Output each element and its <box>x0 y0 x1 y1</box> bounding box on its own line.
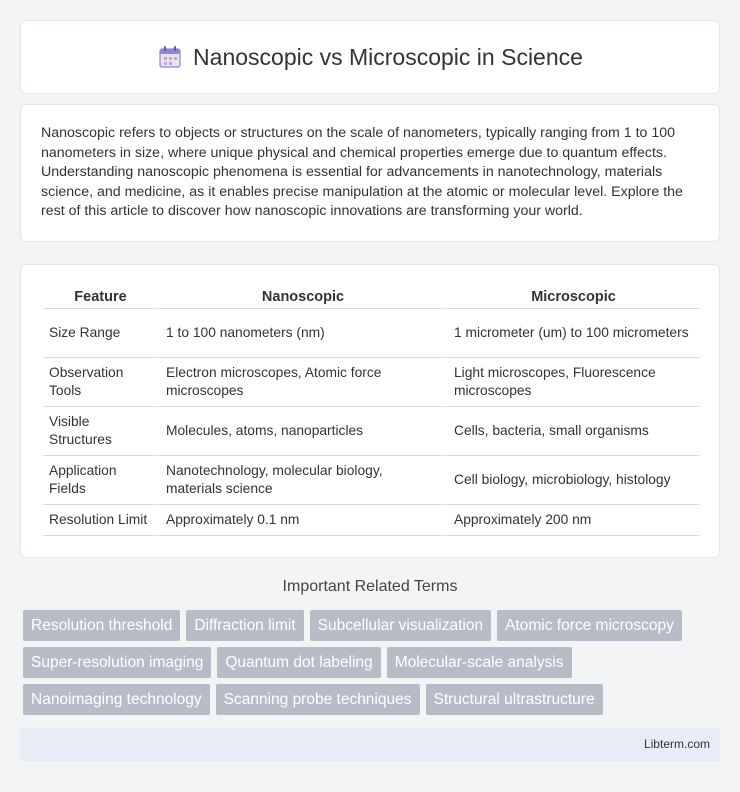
related-term-tag[interactable]: Super-resolution imaging <box>23 647 211 678</box>
tag-row <box>23 684 723 715</box>
table-cell: Approximately 200 nm <box>446 505 699 536</box>
table-cell: 1 micrometer (um) to 100 micrometers <box>446 309 699 358</box>
related-term-tag[interactable]: Nanoimaging technology <box>23 684 210 715</box>
intro-card <box>20 104 720 242</box>
related-term-tag[interactable]: Subcellular visualization <box>310 610 491 641</box>
table-cell: Size Range <box>43 309 158 358</box>
header-card <box>20 20 720 94</box>
table-cell: Light microscopes, Fluorescence microscopes <box>446 358 699 407</box>
table-cell: Cell biology, microbiology, histology <box>446 456 699 505</box>
table-row <box>43 358 699 407</box>
table-cell: Nanotechnology, molecular biology, materials science <box>158 456 446 505</box>
table-cell: Cells, bacteria, small organisms <box>446 407 699 456</box>
related-term-tag[interactable]: Scanning probe techniques <box>216 684 420 715</box>
table-row <box>43 505 699 536</box>
footer-site-link[interactable]: Libterm.com <box>643 737 710 751</box>
table-cell: 1 to 100 nanometers (nm) <box>158 309 446 358</box>
related-terms <box>23 610 723 721</box>
table-cell: Electron microscopes, Atomic force microscopes <box>158 358 446 407</box>
footer <box>20 728 720 761</box>
comparison-table-card <box>20 264 720 558</box>
related-terms-title: Important Related Terms <box>282 578 458 595</box>
page-title: Nanoscopic vs Microscopic in Science <box>193 43 583 70</box>
table-row <box>43 456 699 505</box>
related-term-tag[interactable]: Structural ultrastructure <box>426 684 603 715</box>
table-cell: Visible Structures <box>43 407 158 456</box>
comparison-table <box>43 283 699 536</box>
table-header: Nanoscopic <box>158 283 446 309</box>
table-cell: Resolution Limit <box>43 505 158 536</box>
table-cell: Molecules, atoms, nanoparticles <box>158 407 446 456</box>
related-term-tag[interactable]: Resolution threshold <box>23 610 180 641</box>
table-header: Microscopic <box>446 283 699 309</box>
related-term-tag[interactable]: Molecular-scale analysis <box>387 647 572 678</box>
table-header: Feature <box>43 283 158 309</box>
table-row <box>43 309 699 358</box>
tag-row <box>23 610 723 641</box>
table-cell: Application Fields <box>43 456 158 505</box>
table-cell: Approximately 0.1 nm <box>158 505 446 536</box>
related-term-tag[interactable]: Quantum dot labeling <box>217 647 380 678</box>
table-row <box>43 407 699 456</box>
related-term-tag[interactable]: Atomic force microscopy <box>497 610 682 641</box>
calendar-icon <box>157 44 183 70</box>
intro-text: Nanoscopic refers to objects or structures on the scale of nanometers, typically ranging from 1 to 100 nanometers in size, where unique physical and chemical properties emerge due to quantum effects. Understanding nanoscopic phenomena is essential for advancements in nanotechnology, materials science, and medicine, as it enables precise manipulation at the atomic or molecular level. Explore the rest of this article to discover how nanoscopic innovations are transforming your world. <box>41 125 683 219</box>
table-cell: Observation Tools <box>43 358 158 407</box>
related-term-tag[interactable]: Diffraction limit <box>186 610 303 641</box>
tag-row <box>23 647 723 678</box>
